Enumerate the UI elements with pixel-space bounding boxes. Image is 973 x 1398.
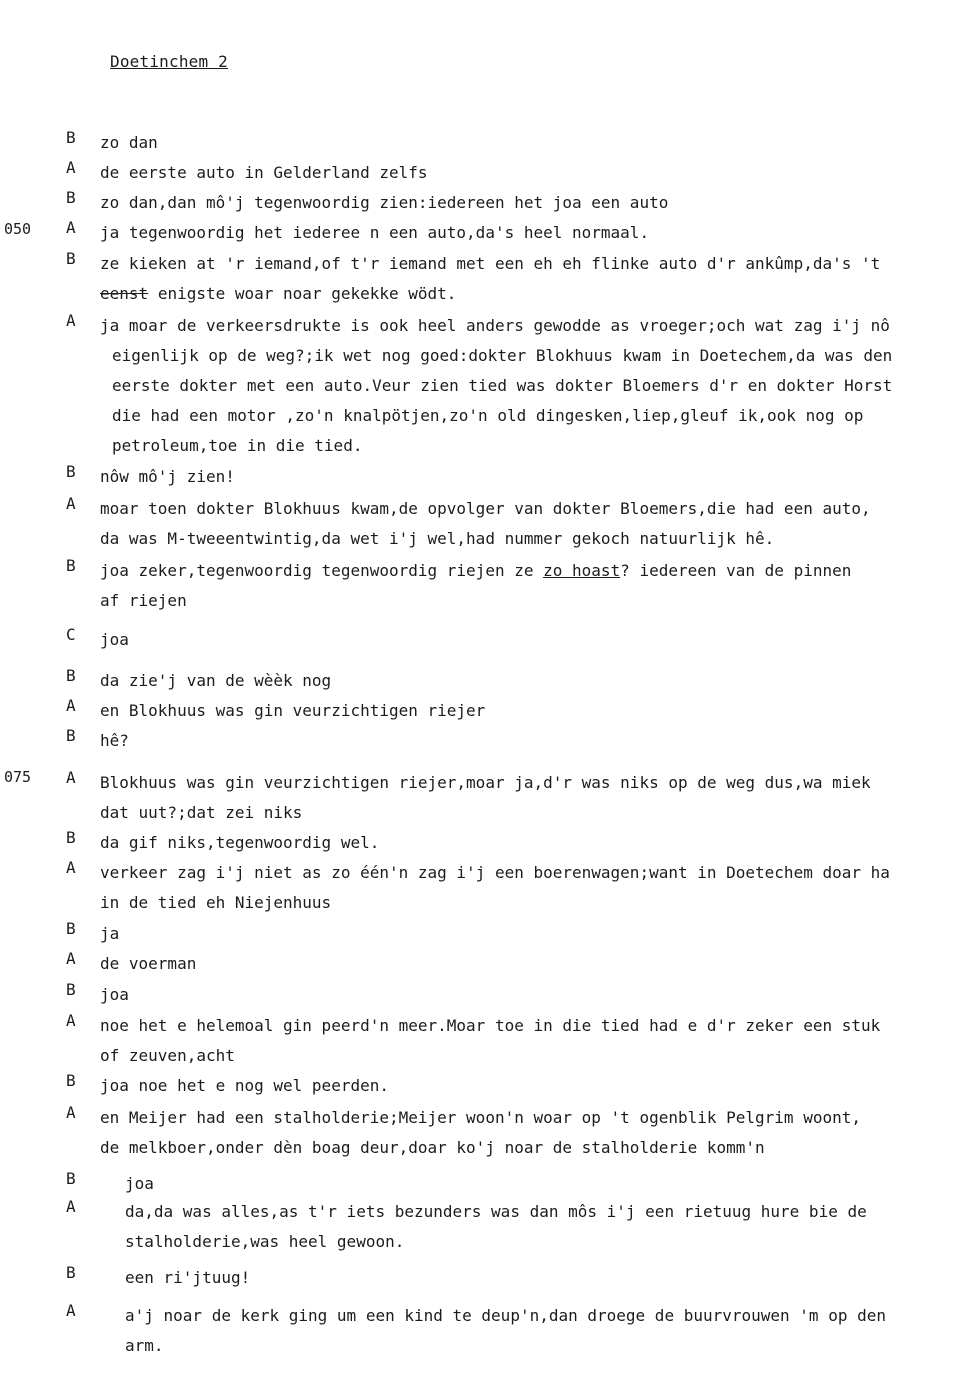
speaker-label: A <box>66 696 76 715</box>
speaker-label: A <box>66 311 76 330</box>
utterance-text: zo dan <box>100 133 158 152</box>
utterance-text: ze kieken at 'r iemand,of t'r iemand met een eh eh flinke auto d'r ankûmp,da's 't eenst enigste woar noar gekekke wödt. <box>100 254 881 303</box>
speaker-label: A <box>66 1103 76 1122</box>
utterance-text: hê? <box>100 731 129 750</box>
utterance-text: da zie'j van de wèèk nog <box>100 671 332 690</box>
utterance-text: ja <box>100 924 120 943</box>
speaker-label: B <box>66 128 76 147</box>
utterance-text: Blokhuus was gin veurzichtigen riejer,moar ja,d'r was niks op de weg dus,wa miek dat uut?;dat zei niks <box>100 773 871 822</box>
utterance-text: da gif niks,tegenwoordig wel. <box>100 833 380 852</box>
speaker-label: B <box>66 249 76 268</box>
speaker-label: A <box>66 158 76 177</box>
speaker-label: B <box>66 462 76 481</box>
speaker-label: B <box>66 919 76 938</box>
utterance-text: en Meijer had een stalholderie;Meijer woon'n woar op 't ogenblik Pelgrim woont, de melkboer,onder dèn boag deur,doar ko'j noar de stalholderie komm'n <box>100 1108 861 1157</box>
speaker-label: B <box>66 726 76 745</box>
speaker-label: B <box>66 980 76 999</box>
utterance-text: joa <box>100 985 129 1004</box>
speaker-label: A <box>66 949 76 968</box>
line-number-050: 050 <box>4 220 32 238</box>
speaker-label: B <box>66 1263 76 1282</box>
speaker-label: A <box>66 858 76 877</box>
utterance-text: nôw mô'j zien! <box>100 467 235 486</box>
speaker-label: A <box>66 1301 76 1320</box>
utterance-text: joa <box>125 1174 154 1193</box>
speaker-label: B <box>66 666 76 685</box>
speaker-label: B <box>66 1169 76 1188</box>
utterance-text: ja moar de verkeersdrukte is ook heel anders gewodde as vroeger;och wat zag i'j nô eigenlijk op de weg?;ik wet nog goed:dokter Blokhuus kwam in Doetechem,da was den eerste dokter met een auto.Veur zien tied was dokter Bloemers d'r en dokter Horst die had een motor ,zo'n knalpötjen,zo'n old dingesken,liep,gleuf ik,ook nog op petroleum,toe in die tied. <box>100 316 893 455</box>
utterance-text: noe het e helemoal gin peerd'n meer.Moar toe in die tied had e d'r zeker een stuk of zeuven,acht <box>100 1016 881 1065</box>
utterance-text: de voerman <box>100 954 197 973</box>
utterance-text: verkeer zag i'j niet as zo één'n zag i'j een boerenwagen;want in Doetechem doar ha in de tied eh Niejenhuus <box>100 863 890 912</box>
speaker-label: B <box>66 828 76 847</box>
speaker-label: A <box>66 768 76 787</box>
speaker-label: A <box>66 1011 76 1030</box>
utterance-text: de eerste auto in Gelderland zelfs <box>100 163 428 182</box>
utterance-text: en Blokhuus was gin veurzichtigen riejer <box>100 701 486 720</box>
utterance-text: ja tegenwoordig het iederee n een auto,da's heel normaal. <box>100 223 650 242</box>
speaker-label: A <box>66 1197 76 1216</box>
utterance-text: da,da was alles,as t'r iets bezunders was dan môs i'j een rietuug hure bie de stalholderie,was heel gewoon. <box>125 1202 867 1251</box>
speaker-label: A <box>66 494 76 513</box>
utterance-text: zo dan,dan mô'j tegenwoordig zien:iedereen het joa een auto <box>100 193 669 212</box>
utterance-text: joa zeker,tegenwoordig tegenwoordig riejen ze zo hoast? iedereen van de pinnen af riejen <box>100 561 852 610</box>
page-title: Doetinchem 2 <box>110 52 228 71</box>
speaker-label: A <box>66 218 76 237</box>
underlined-text: zo hoast <box>543 561 621 580</box>
speaker-label: C <box>66 625 76 644</box>
speaker-label: B <box>66 188 76 207</box>
utterance-text: een ri'jtuug! <box>125 1268 251 1287</box>
line-number-075: 075 <box>4 768 32 786</box>
speaker-label: B <box>66 1071 76 1090</box>
utterance-text: moar toen dokter Blokhuus kwam,de opvolger van dokter Bloemers,die had een auto, da was M-tweeentwintig,da wet i'j wel,had nummer gekoch natuurlijk hê. <box>100 499 871 548</box>
struck-text: eenst <box>100 284 149 303</box>
utterance-text: a'j noar de kerk ging um een kind te deup'n,dan droege de buurvrouwen 'm op den arm. <box>125 1306 886 1355</box>
speaker-label: B <box>66 556 76 575</box>
utterance-text: joa noe het e nog wel peerden. <box>100 1076 389 1095</box>
utterance-text: joa <box>100 630 129 649</box>
